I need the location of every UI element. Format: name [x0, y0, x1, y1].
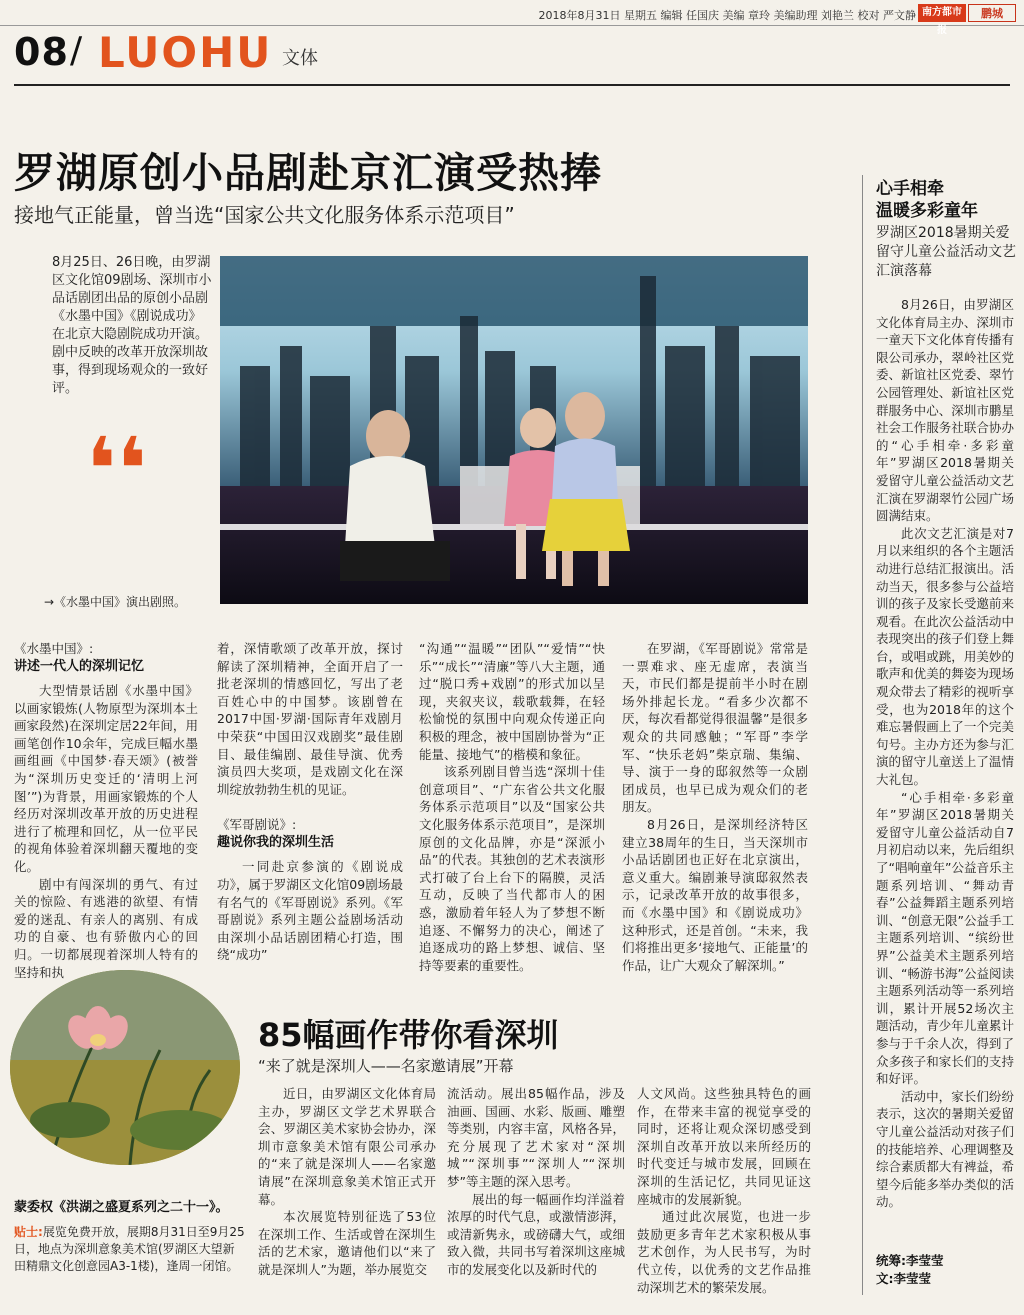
paragraph: 活动中，家长们纷纷表示，这次的暑期关爱留守儿童公益活动对孩子们的技能培养、心理调整及综合素质都大有裨益，希望今后能多举办类似的活动。	[876, 1088, 1014, 1210]
art-column-2	[447, 1085, 625, 1279]
painting-caption: 蒙委权《洪湖之盛夏系列之二十一》。	[14, 1200, 229, 1215]
paragraph: 剧中有闯深圳的勇气、有过关的惊险、有逃港的欲望、有情爱的迷乱、有亲人的离别、有成功的自豪、也有骄傲内心的回归。一切都展现着深圳人特有的坚持和执	[14, 876, 198, 980]
main-headline: 罗湖原创小品剧赴京汇演受热捧	[14, 149, 602, 197]
paragraph: 展出的每一幅画作均洋溢着浓厚的时代气息，或激情澎湃，或清新隽永，或磅礴大气，或细致入微，共同书写着深圳这座城市的发展变化以及新时代的	[447, 1191, 625, 1277]
paragraph: 人文风尚。这些独具特色的画作，在带来丰富的视觉享受的同时，还将让观众深切感受到深圳自改革开放以来所经历的时代变迁与城市发展，回顾在深圳的生活记忆，共同见证这座城市的发展新貌。	[637, 1086, 811, 1207]
main-column-1	[14, 640, 198, 981]
section-heading: 《水墨中国》:	[14, 641, 94, 656]
edition-info	[539, 7, 917, 23]
side-headline-line1: 心手相牵	[876, 179, 944, 199]
main-subhead: 接地气正能量，曾当选“国家公共文化服务体系示范项目”	[14, 203, 515, 227]
main-column-2	[217, 640, 403, 964]
section-title: LUOHU	[98, 28, 273, 77]
editor-label: 编辑	[660, 9, 683, 22]
credit-coordinator: 统筹:李莹莹	[876, 1253, 944, 1268]
designer: 章玲	[748, 9, 770, 22]
paragraph: 流活动。展出85幅作品，涉及油画、国画、水彩、版画、雕塑等类别，内容丰富，风格各异，充分展现了艺术家对“深圳城”“深圳事”“深圳人”“深圳梦”等主题的深入思考。	[447, 1086, 625, 1189]
paragraph: 8月26日，由罗湖区文化体育局主办、深圳市一童天下文化体育传播有限公司承办，翠岭社区党委、新谊社区党委、翠竹公园管理处、新谊社区党群服务中心、深圳市鹏星社会工作服务社联合协办的“心手相牵·多彩童年”罗湖区2018暑期关爱留守儿童公益活动文艺汇演在罗湖翠竹公园广场圆满结束。	[876, 297, 1014, 524]
paragraph: 该系列剧目曾当选“深圳十佳创意项目”、“广东省公共文化服务体系示范项目”以及“国家公共文化服务体系示范项目”，是深圳原创的文化品牌，亦是“深派小品”的代表。其独创的艺术表演形式打破了台上台下的隔膜，灵活互动，反映了当代都市人的困惑，激励着年轻人为了梦想不断追逐、不懈努力的决心，阐述了追逐成功的路上梦想、诚信、坚持等要素的重要性。	[419, 764, 605, 973]
paragraph: 本次展览特别征选了53位在深圳工作、生活或曾在深圳生活的艺术家，邀请他们以“来了就是深圳人”为题，举办展览交	[258, 1209, 436, 1277]
side-subhead: 罗湖区2018暑期关爱留守儿童公益活动文艺汇演落幕	[876, 225, 1016, 279]
art-column-1	[258, 1085, 436, 1279]
credit-writer: 文:李莹莹	[876, 1271, 931, 1286]
stage-photo	[220, 256, 808, 604]
slash-divider: /	[70, 30, 83, 71]
side-headline-line2: 温暖多彩童年	[876, 201, 978, 221]
paragraph: “沟通”“温暖”“团队”“爱情”“快乐”“成长”“清廉”等八大主题，通过“脱口秀+戏剧”的形式加以呈现，夹叙夹议，载歌载舞，在轻松愉悦的氛围中向观众传递正向积极的理念，被中国剧协誉为“正能量、接地气”的楷模和象征。	[419, 641, 605, 762]
paragraph: “心手相牵·多彩童年”罗湖区2018暑期关爱留守儿童公益活动自7月初启动以来，先后组织了“唱响童年”公益音乐主题系列培训、“舞动青春”公益舞蹈主题系列培训、“创意无限”公益手工主题系列培训、“缤纷世界”公益美术主题系列培训、“畅游书海”公益阅读主题系列活动等一系列培训，累计开展52场次主题活动，青少年儿童累计参与于千余人次，得到了众多孩子和家长们的支持和好评。	[876, 789, 1014, 1087]
paragraph: 大型情景话剧《水墨中国》以画家锻炼(人物原型为深圳本土画家段然)在深圳定居22年间，用画笔创作10余年，完成巨幅水墨画组画《中国梦·春天颂》(被誉为“深圳历史变迁的‘清明上河图’”)为背景，用画家锻炼的个人经历对深圳改革开放的历史进程进行了梳理和回忆，从一位平民的视角体验着深圳翻天覆地的变化。	[14, 683, 198, 874]
section-subtitle: 文体	[282, 48, 318, 69]
main-column-4	[622, 640, 808, 974]
edition-logo: 鹏城	[968, 4, 1016, 22]
header-rule	[14, 84, 1010, 86]
newspaper-logo: 南方都市报	[918, 4, 966, 22]
main-column-3	[419, 640, 605, 974]
paragraph: 通过此次展览，也进一步鼓励更多青年艺术家积极从事艺术创作，为人民书写，为时代立传，以优秀的文艺作品推动深圳艺术的繁荣发展。	[637, 1209, 811, 1295]
paragraph: 8月26日，是深圳经济特区建立38周年的生日，当天深圳市小品话剧团也正好在北京演出，意义重大。编剧兼导演邸叙然表示，记录改革开放的故事很多，而《水墨中国》和《剧说成功》这种形式，还是首创。“未来，我们将推出更多‘接地气、正能量’的作品，让广大观众了解深圳。”	[622, 816, 808, 973]
lead-paragraph: 8月25日、26日晚，由罗湖区文化馆09剧场、深圳市小品话剧团出品的原创小品剧《水墨中国》《剧说成功》在北京大隐剧院成功开演。剧中反映的改革开放深圳故事，得到现场观众的一致好评。	[52, 255, 212, 396]
tip-label: 贴士:	[14, 1225, 43, 1239]
art-column-3	[637, 1085, 811, 1296]
proofreader: 严文静	[883, 9, 916, 22]
proof-label: 校对	[857, 9, 880, 22]
section-subheading: 讲述一代人的深圳记忆	[14, 659, 145, 674]
editor: 任国庆	[686, 9, 719, 22]
section-subheading: 趣说你我的深圳生活	[217, 835, 335, 851]
section-heading: 《军哥剧说》:	[217, 817, 297, 833]
spacer	[217, 798, 403, 816]
paragraph: 近日，由罗湖区文化体育局主办，罗湖区文学艺术界联合会、罗湖区美术家协会协办，深圳市意象美术馆有限公司承办的“来了就是深圳人——名家邀请展”在深圳意象美术馆正式开幕。	[258, 1086, 436, 1207]
tip-text: 展览免费开放，展期8月31日至9月25日，地点为深圳意象美术馆(罗湖区大望新田精鼎文化创意园A3-1楼)，逢周一闭馆。	[14, 1225, 245, 1273]
lotus-painting	[10, 970, 240, 1165]
designer-label: 美编	[722, 9, 745, 22]
side-headline	[876, 178, 978, 222]
paragraph: 在罗湖，《军哥剧说》常常是一票难求、座无虚席，表演当天，市民们都是提前半小时在剧场外排起长龙。“看多少次都不厌，每次看都觉得很温馨”是很多观众的共同感触；“军哥”李学军、“快乐老妈”柴京瑞、集编、导、演于一身的邸叙然等一众剧团成员，也早已成为观众们的老朋友。	[622, 641, 808, 815]
art-headline: 85幅画作带你看深圳	[258, 1016, 559, 1054]
side-body	[876, 296, 1014, 1211]
paragraph: 此次文艺汇演是对7月以来组织的各个主题活动进行总结汇报演出。活动当天，很多参与公益培训的孩子及家长受邀前来观看。在此次公益活动中表现突出的孩子们登上舞台，或唱或跳，用美妙的歌声和优美的舞姿为现场观众带去了精彩的视听享受，也为2018年的这个难忘暑假画上了一个完美句号。主办方还为参与汇演的留守儿童送上了温情大礼包。	[876, 525, 1014, 788]
paragraph: 一同赴京参演的《剧说成功》，属于罗湖区文化馆09剧场最有名气的《军哥剧说》系列。《军哥剧说》系列主题公益剧场活动由深圳小品话剧团精心打造，围绕“成功”	[217, 859, 403, 963]
photo-caption: →《水墨中国》演出剧照。	[44, 595, 187, 609]
weekday: 星期五	[624, 9, 657, 22]
art-subhead: “来了就是深圳人——名家邀请展”开幕	[258, 1057, 514, 1075]
paragraph: 着，深情歌颂了改革开放，探讨解读了深圳精神，全面开启了一批老深圳的情感回忆，写出了老百姓心中的中国梦。该剧曾在2017中国·罗湖·国际青年戏剧月中荣获“中国田汉戏剧奖”最佳剧目、最佳编剧、最佳导演、优秀演员四大奖项，是戏剧文化在深圳绽放勃勃生机的见证。	[217, 641, 403, 797]
date: 2018年8月31日	[538, 9, 621, 22]
side-credits	[876, 1252, 944, 1288]
assistant-label: 美编助理	[773, 9, 818, 22]
tip-box	[14, 1224, 246, 1275]
column-divider	[862, 175, 863, 1295]
page-number: 08	[14, 30, 69, 74]
assistant: 刘艳兰	[821, 9, 854, 22]
quote-mark-icon: ❛❛	[86, 418, 148, 521]
